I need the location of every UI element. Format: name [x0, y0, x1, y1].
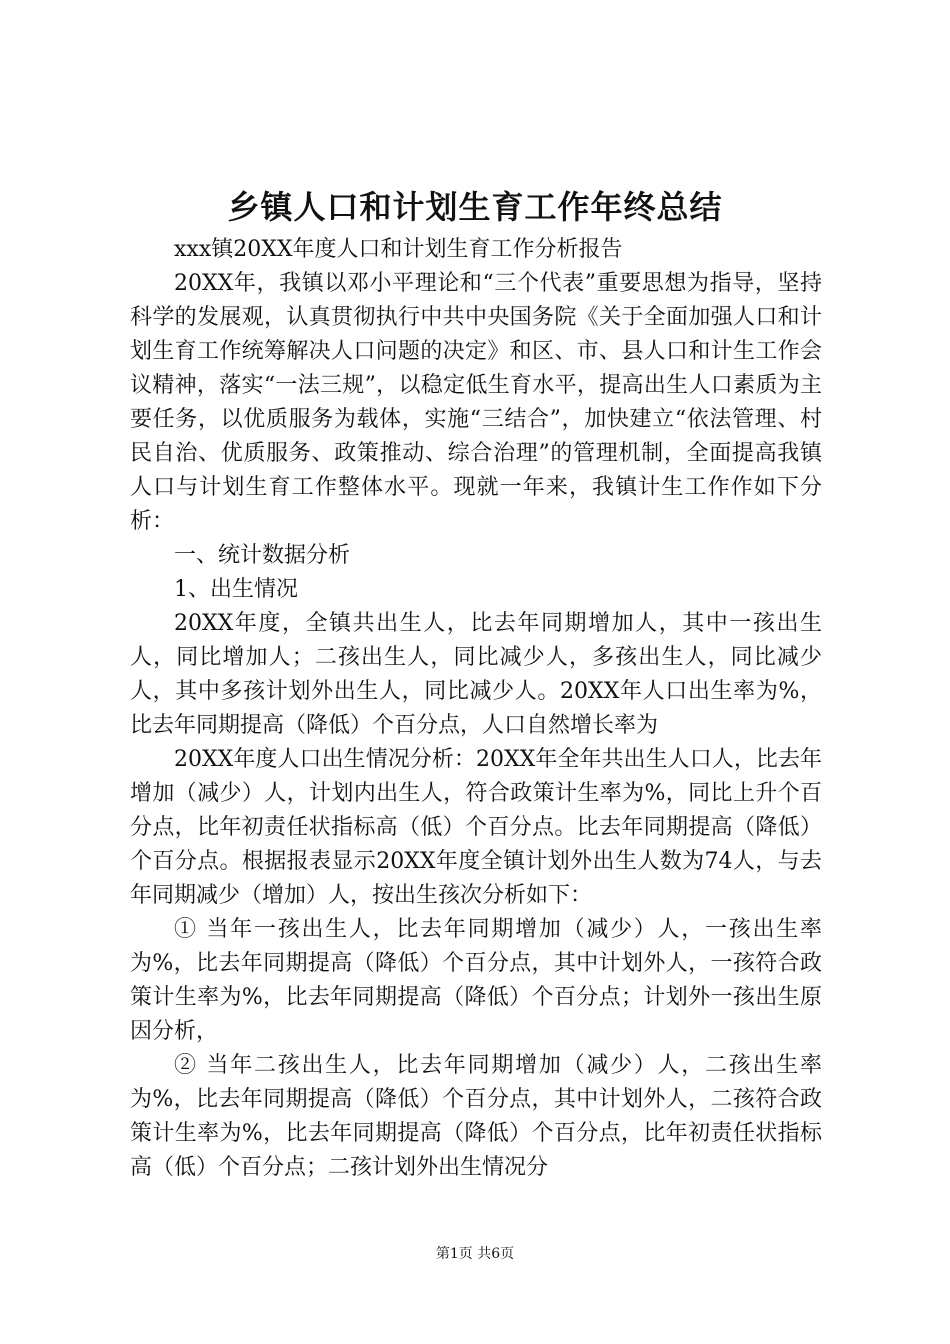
- section-heading: 一、统计数据分析: [174, 543, 351, 568]
- first-child-paragraph: ① 当年一孩出生人，比去年同期增加（减少）人，一孩出生率为%，比去年同期提高（降低）个百分点，其中计划外人，一孩符合政策计生率为%，比去年同期提高（降低）个百分点；计划外一孩出生原因分析，: [130, 917, 822, 1044]
- second-child-paragraph: ② 当年二孩出生人，比去年同期增加（减少）人，二孩出生率为%，比去年同期提高（降低）个百分点，其中计划外人，二孩符合政策计生率为%，比去年同期提高（降低）个百分点，比年初责任状指标高（低）个百分点；二孩计划外出生情况分: [130, 1053, 822, 1180]
- subsection-heading: 1、出生情况: [174, 577, 298, 602]
- birth-summary-paragraph: 20XX年度，全镇共出生人，比去年同期增加人，其中一孩出生人，同比增加人；二孩出生人，同比减少人，多孩出生人，同比减少人，其中多孩计划外出生人，同比减少人。20XX年人口出生率为%，比去年同期提高（降低）个百分点，人口自然增长率为: [130, 611, 822, 738]
- report-subtitle-paragraph: xxx镇20XX年度人口和计划生育工作分析报告: [174, 237, 623, 262]
- document-title: 乡镇人口和计划生育工作年终总结: [227, 188, 723, 226]
- intro-paragraph: 20XX年，我镇以邓小平理论和“三个代表”重要思想为指导，坚持科学的发展观，认真贯彻执行中共中央国务院《关于全面加强人口和计划生育工作统筹解决人口问题的决定》和区、市、县人口和计生工作会议精神，落实“一法三规”，以稳定低生育水平，提高出生人口素质为主要任务，以优质服务为载体，实施“三结合”，加快建立“依法管理、村民自治、优质服务、政策推动、综合治理”的管理机制，全面提高我镇人口与计划生育工作整体水平。现就一年来，我镇计生工作作如下分析：: [130, 271, 822, 534]
- birth-analysis-paragraph: 20XX年度人口出生情况分析：20XX年全年共出生人口人，比去年增加（减少）人，计划内出生人，符合政策计生率为%，同比上升个百分点，比年初责任状指标高（低）个百分点。比去年同期提高（降低）个百分点。根据报表显示20XX年度全镇计划外出生人数为74人，与去年同期减少（增加）人，按出生孩次分析如下：: [130, 747, 822, 908]
- page-number-footer: 第1页 共6页: [435, 1246, 515, 1262]
- document-body: [130, 233, 822, 1185]
